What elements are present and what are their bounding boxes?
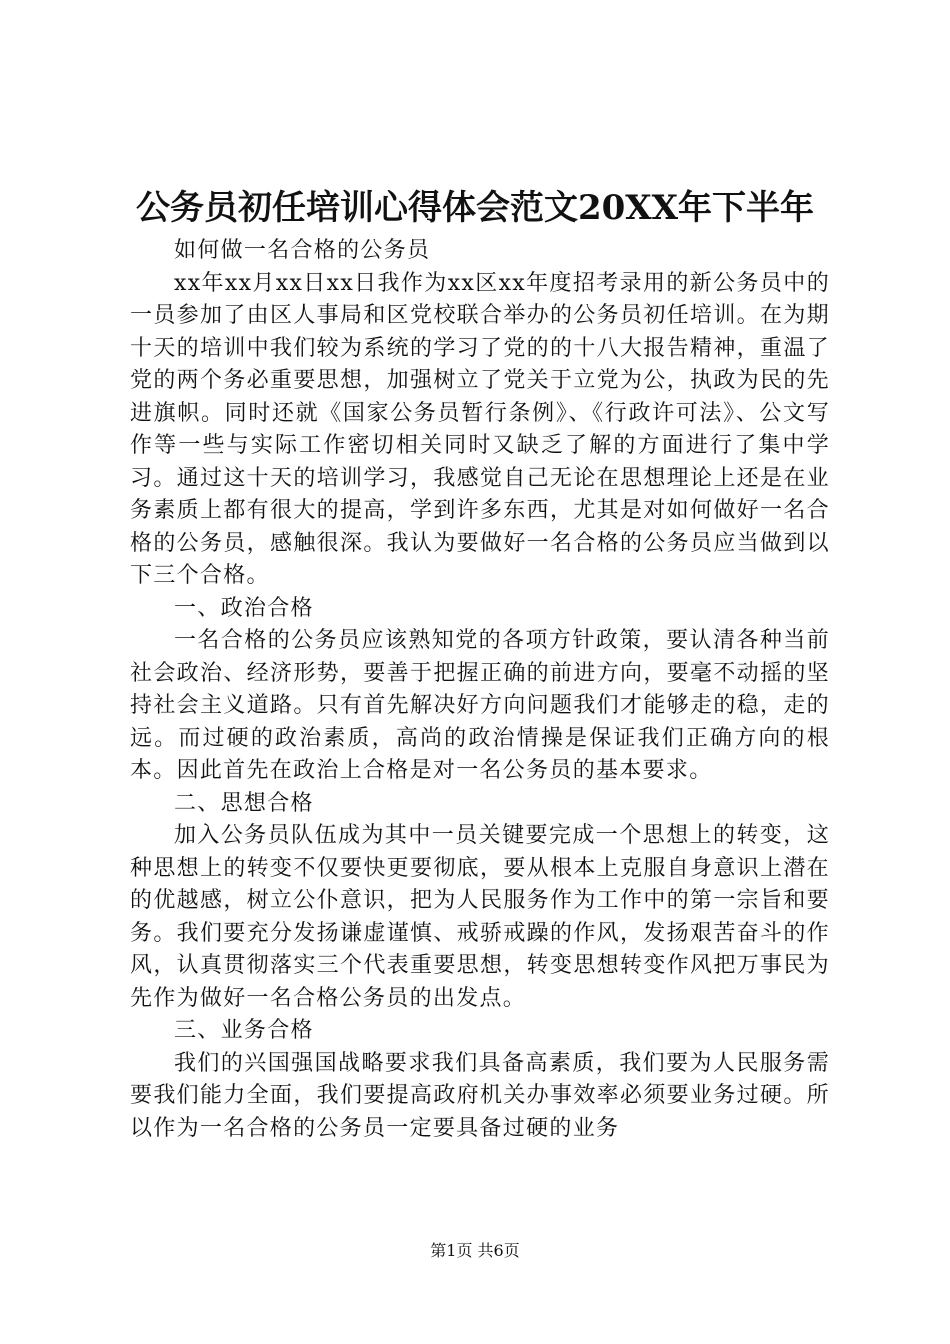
section-heading-professional: 三、业务合格 xyxy=(174,1018,314,1043)
paragraph-intro: xx年xx月xx日xx日我作为xx区xx年度招考录用的新公务员中的一员参加了由区人事局和区党校联合举办的公务员初任培训。在为期十天的培训中我们较为系统的学习了党的的十八大报告精神，重温了党的两个务必重要思想，加强树立了党关于立党为公，执政为民的先进旗帜。同时还就《国家公务员暂行条例》、《行政许可法》、公文写作等一些与实际工作密切相关同时又缺乏了解的方面进行了集中学习。通过这十天的培训学习，我感觉自己无论在思想理论上还是在业务素质上都有很大的提高，学到许多东西，尤其是对如何做好一名合格的公务员，感触很深。我认为要做好一名合格的公务员应当做到以下三个合格。 xyxy=(130,270,830,588)
paragraph-ideological: 加入公务员队伍成为其中一员关键要完成一个思想上的转变，这种思想上的转变不仅要快更要彻底，要从根本上克服自身意识上潜在的优越感，树立公仆意识，把为人民服务作为工作中的第一宗旨和要务。我们要充分发扬谦虚谨慎、戒骄戒躁的作风，发扬艰苦奋斗的作风，认真贯彻落实三个代表重要思想，转变思想转变作风把万事民为先作为做好一名合格公务员的出发点。 xyxy=(130,823,830,1011)
page-number-footer: 第1页 共6页 xyxy=(430,1241,520,1260)
paragraph-political: 一名合格的公务员应该熟知党的各项方针政策，要认清各种当前社会政治、经济形势，要善于把握正确的前进方向，要毫不动摇的坚持社会主义道路。只有首先解决好方向问题我们才能够走的稳，走的远。而过硬的政治素质，高尚的政治情操是保证我们正确方向的根本。因此首先在政治上合格是对一名公务员的基本要求。 xyxy=(130,628,830,783)
document-body xyxy=(130,235,830,1145)
document-title: 公务员初任培训心得体会范文20XX年下半年 xyxy=(135,188,815,228)
section-heading-ideological: 二、思想合格 xyxy=(174,790,314,816)
paragraph-professional: 我们的兴国强国战略要求我们具备高素质，我们要为人民服务需要我们能力全面，我们要提高政府机关办事效率必须要业务过硬。所以作为一名合格的公务员一定要具备过硬的业务 xyxy=(130,1050,830,1141)
paragraph-subtitle: 如何做一名合格的公务员 xyxy=(174,238,431,263)
section-heading-political: 一、政治合格 xyxy=(174,595,314,621)
